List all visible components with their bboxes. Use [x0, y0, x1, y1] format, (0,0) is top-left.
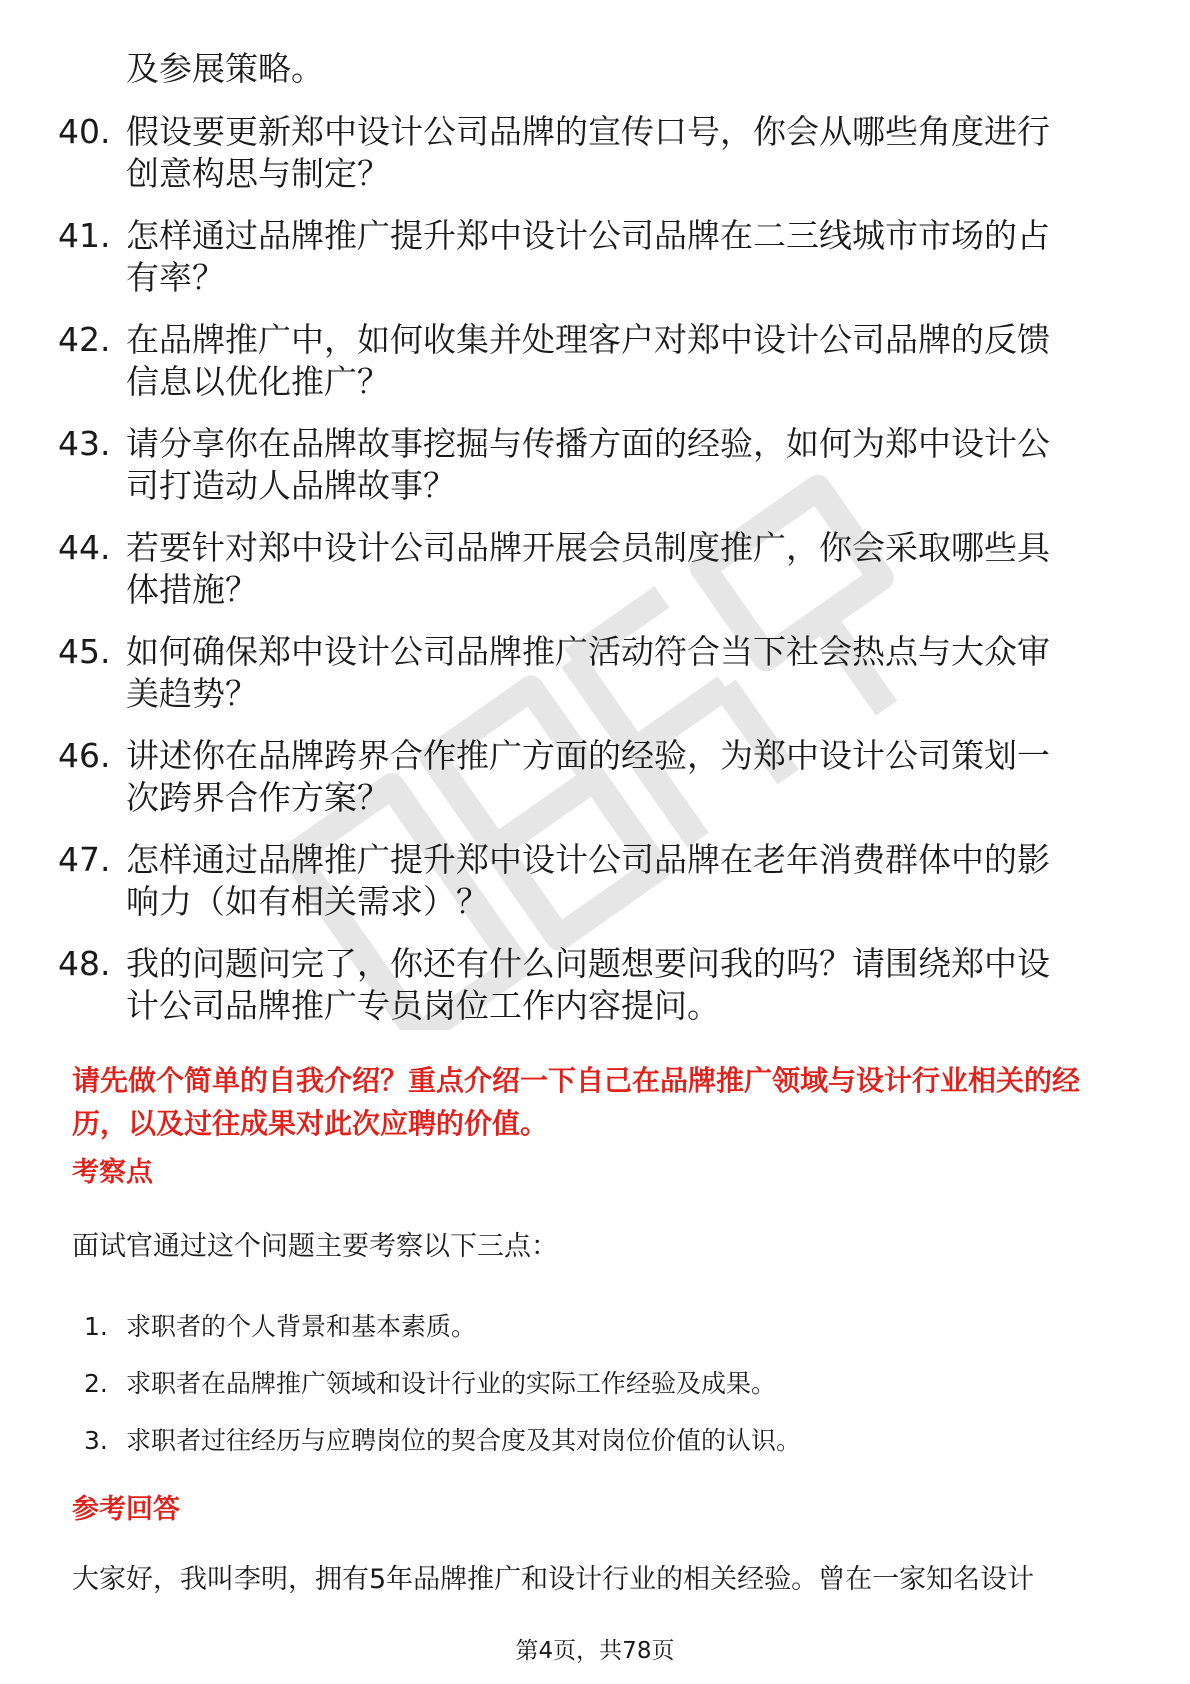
- list-item: [0, 423, 1190, 527]
- item-number: 3.: [84, 1426, 108, 1455]
- list-item: [0, 1366, 1190, 1423]
- list-item: [0, 527, 1190, 631]
- list-item: [0, 631, 1190, 735]
- item-text: 在品牌推广中，如何收集并处理客户对郑中设计公司品牌的反馈 信息以优化推广？: [126, 320, 1050, 401]
- item-number: 41.: [58, 216, 111, 255]
- item-text: 求职者过往经历与应聘岗位的契合度及其对岗位价值的认识。: [126, 1426, 802, 1455]
- item-text: 我的问题问完了，你还有什么问题想要问我的吗？请围绕郑中设 计公司品牌推广专员岗位工作内容提问。: [126, 944, 1050, 1025]
- list-item: [0, 839, 1190, 943]
- item-number: 47.: [58, 840, 111, 879]
- item-text: 如何确保郑中设计公司品牌推广活动符合当下社会热点与大众审 美趋势？: [126, 632, 1050, 713]
- item-number: 40.: [58, 112, 111, 151]
- assessment-points: [0, 1309, 1190, 1480]
- item-text: 怎样通过品牌推广提升郑中设计公司品牌在老年消费群体中的影 响力（如有相关需求）？: [126, 840, 1050, 921]
- item-text: 请分享你在品牌故事挖掘与传播方面的经验，如何为郑中设计公 司打造动人品牌故事？: [126, 424, 1050, 505]
- list-item: [0, 1423, 1190, 1480]
- item-number: 44.: [58, 528, 111, 567]
- item-text: 怎样通过品牌推广提升郑中设计公司品牌在二三线城市市场的占 有率？: [126, 216, 1050, 297]
- item-text: 求职者的个人背景和基本素质。: [126, 1312, 477, 1341]
- list-item: [0, 319, 1190, 423]
- item-number: 1.: [84, 1312, 108, 1341]
- list-item: [0, 943, 1190, 1047]
- item-text: 求职者在品牌推广领域和设计行业的实际工作经验及成果。: [126, 1369, 777, 1398]
- item-number: 46.: [58, 736, 111, 775]
- list-item: [0, 111, 1190, 215]
- item-number: 48.: [58, 944, 111, 983]
- item-text: 假设要更新郑中设计公司品牌的宣传口号，你会从哪些角度进行 创意构思与制定？: [126, 112, 1050, 193]
- item-text: 讲述你在品牌跨界合作推广方面的经验，为郑中设计公司策划一 次跨界合作方案？: [126, 736, 1050, 817]
- item-number: 2.: [84, 1369, 108, 1398]
- page-footer: 第4页，共78页: [515, 1638, 675, 1664]
- item-number: 43.: [58, 424, 111, 463]
- list-item: [0, 735, 1190, 839]
- list-item: [0, 1309, 1190, 1366]
- list-item: [0, 215, 1190, 319]
- section-title-assessment: 考察点: [72, 1157, 153, 1188]
- featured-question: 请先做个简单的自我介绍？重点介绍一下自己在品牌推广领域与设计行业相关的经 历，以及过往成果对此次应聘的价值。: [72, 1064, 1081, 1140]
- item-text: 若要针对郑中设计公司品牌开展会员制度推广，你会采取哪些具 体措施？: [126, 528, 1050, 609]
- item-number: 42.: [58, 320, 111, 359]
- question-list: [0, 111, 1190, 1047]
- assessment-intro: 面试官通过这个问题主要考察以下三点：: [72, 1231, 558, 1262]
- previous-item-continuation: 及参展策略。: [126, 49, 324, 88]
- item-number: 45.: [58, 632, 111, 671]
- section-title-reference-answer: 参考回答: [72, 1494, 180, 1525]
- reference-answer-text: 大家好，我叫李明，拥有5年品牌推广和设计行业的相关经验。曾在一家知名设计: [72, 1564, 1035, 1595]
